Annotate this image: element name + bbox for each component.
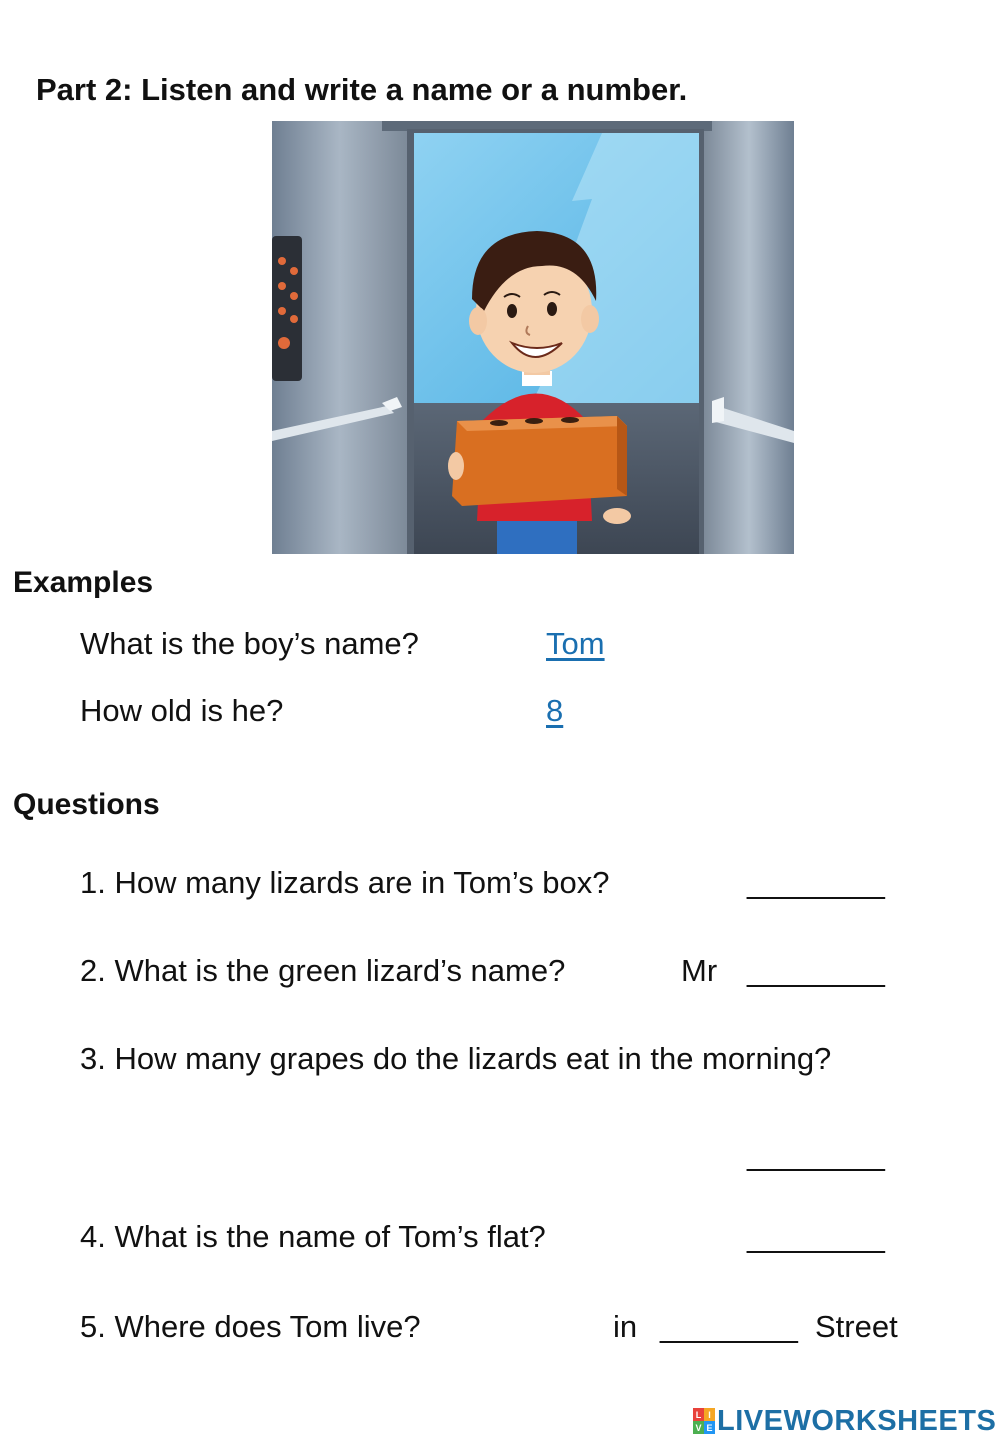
worksheet-title: Part 2: Listen and write a name or a number. [36,72,688,107]
question-4-text: 4. What is the name of Tom’s flat? [80,1219,546,1254]
logo-letter-v: V [693,1421,704,1434]
boy-in-elevator-illustration [272,121,794,554]
question-2-text: 2. What is the green lizard’s name? [80,953,566,988]
question-2-answer-blank[interactable]: ________ [747,953,885,988]
question-5-prefix: in [613,1309,638,1344]
question-2-prefix: Mr [681,953,718,988]
question-5-suffix: Street [815,1309,898,1344]
logo-letter-e: E [704,1421,715,1434]
example-question-1: What is the boy’s name? [80,626,419,661]
question-5-answer-blank[interactable]: ________ [660,1309,798,1344]
examples-heading: Examples [13,566,154,599]
liveworksheets-logo-icon [693,1408,715,1434]
question-5-text: 5. Where does Tom live? [80,1309,421,1344]
example-question-2: How old is he? [80,693,284,728]
example-answer-1: Tom [546,626,605,661]
example-answer-2: 8 [546,693,564,728]
question-1-answer-blank[interactable]: ________ [747,865,885,900]
liveworksheets-logo [693,1403,996,1439]
logo-letter-i: I [704,1408,715,1421]
question-1-text: 1. How many lizards are in Tom’s box? [80,865,610,900]
liveworksheets-logo-text: LIVEWORKSHEETS [717,1404,997,1437]
question-3-text: 3. How many grapes do the lizards eat in the morning? [80,1041,832,1076]
questions-heading: Questions [13,788,160,821]
logo-letter-l: L [693,1408,704,1421]
question-4-answer-blank[interactable]: ________ [747,1219,885,1254]
question-3-answer-blank[interactable]: ________ [747,1137,885,1172]
